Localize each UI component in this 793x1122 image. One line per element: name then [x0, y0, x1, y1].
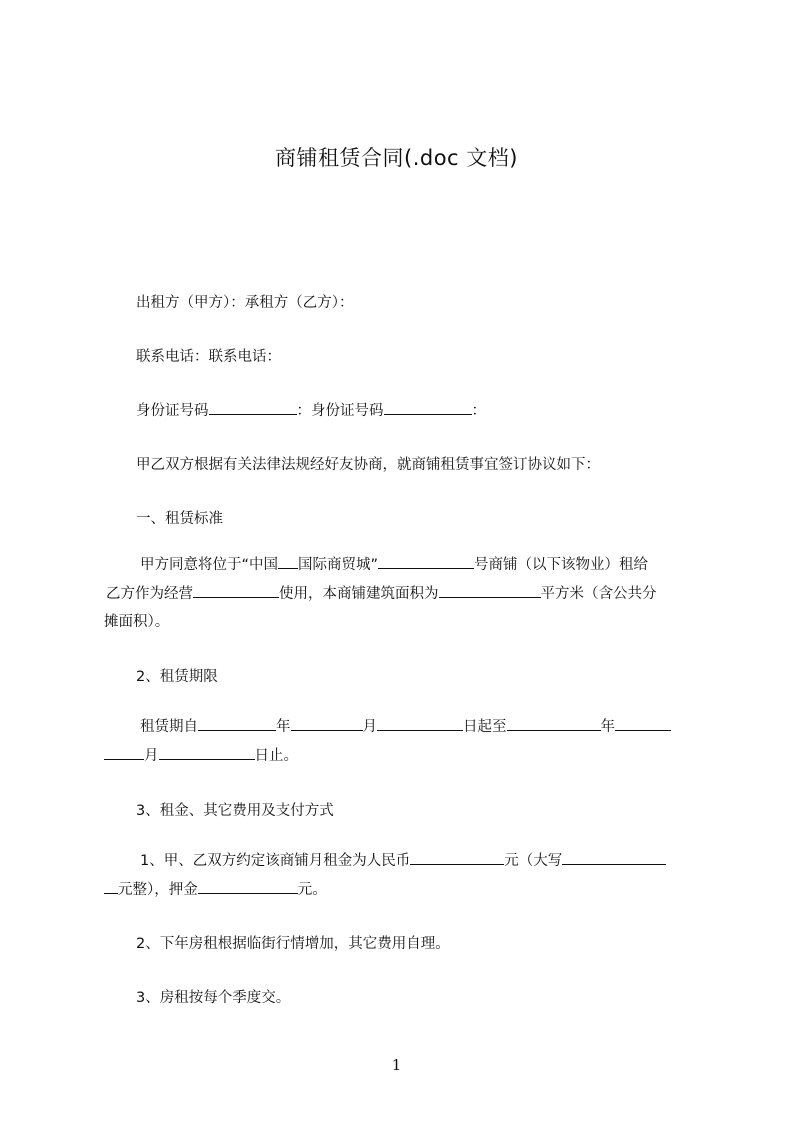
- s1-text-f: 平方米（含公共分: [540, 585, 657, 602]
- s3-1-text-a: 1、甲、乙双方约定该商铺月租金为人民币: [140, 853, 411, 869]
- document-title: 商铺租赁合同(.doc 文档): [275, 146, 518, 170]
- section-2-heading: 2、租赁期限: [136, 669, 218, 685]
- blank-field: [291, 716, 363, 731]
- blank-field: [278, 554, 298, 569]
- blank-field: [193, 583, 279, 598]
- section-3-item-2: 2、下年房租根据临街行情增加，其它费用自理。: [136, 936, 450, 952]
- s1-text-a: 甲方同意将位于“中国: [140, 557, 279, 573]
- s3-1-text-c: 元整），押金: [118, 881, 198, 898]
- section-1-heading: 一、租赁标准: [136, 511, 223, 527]
- s2-month: 月: [362, 719, 377, 735]
- s2-year: 年: [276, 719, 291, 735]
- blank-field: [439, 583, 541, 598]
- blank-field: [209, 400, 297, 415]
- id-separator: ：: [296, 403, 311, 419]
- section-3-item-1: [104, 847, 702, 904]
- parties-line: 出租方（甲方）：承租方（乙方）：: [136, 295, 354, 311]
- id-number-line: [136, 399, 486, 420]
- s1-text-c: 号商铺（以下该物业）租给: [474, 557, 649, 573]
- id-label-lessee: 身份证号码: [311, 403, 384, 419]
- s1-text-b: 国际商贸城”: [298, 557, 379, 573]
- blank-field: [198, 879, 298, 894]
- s1-text-e: 使用，本商铺建筑面积为: [279, 585, 439, 602]
- blank-field: [562, 850, 666, 865]
- blank-field: [198, 716, 276, 731]
- s2-year-end: 年: [600, 719, 615, 735]
- section-2-paragraph: [104, 713, 702, 770]
- s3-1-text-d: 元。: [297, 881, 327, 898]
- phone-line: 联系电话：联系电话：: [136, 349, 281, 365]
- s1-text-d: 乙方作为经营: [106, 585, 193, 602]
- s3-1-text-b: 元（大写: [504, 853, 563, 869]
- blank-field: [384, 400, 472, 415]
- s2-month-end: 月: [144, 747, 159, 764]
- id-label-lessor: 身份证号码: [136, 403, 209, 419]
- section-3-heading: 3、租金、其它费用及支付方式: [136, 803, 334, 819]
- blank-field: [410, 850, 504, 865]
- section-3-item-3: 3、房租按每个季度交。: [136, 990, 291, 1006]
- blank-field: [378, 554, 474, 569]
- blank-field: [615, 716, 671, 731]
- id-end: ：: [471, 403, 486, 419]
- blank-field: [377, 716, 463, 731]
- blank-field: [507, 716, 601, 731]
- page-number: 1: [391, 1056, 402, 1074]
- s2-day-to: 日起至: [463, 719, 507, 735]
- blank-field: [104, 745, 144, 760]
- s2-stop: 日止。: [254, 747, 298, 764]
- section-1-paragraph: [104, 551, 702, 637]
- blank-field: [159, 745, 255, 760]
- intro-line: 甲乙双方根据有关法律法规经好友协商，就商铺租赁事宜签订协议如下：: [136, 457, 600, 473]
- blank-field: [104, 879, 118, 894]
- s2-text-start: 租赁期自: [140, 719, 198, 735]
- s1-text-g: 摊面积）。: [104, 614, 170, 630]
